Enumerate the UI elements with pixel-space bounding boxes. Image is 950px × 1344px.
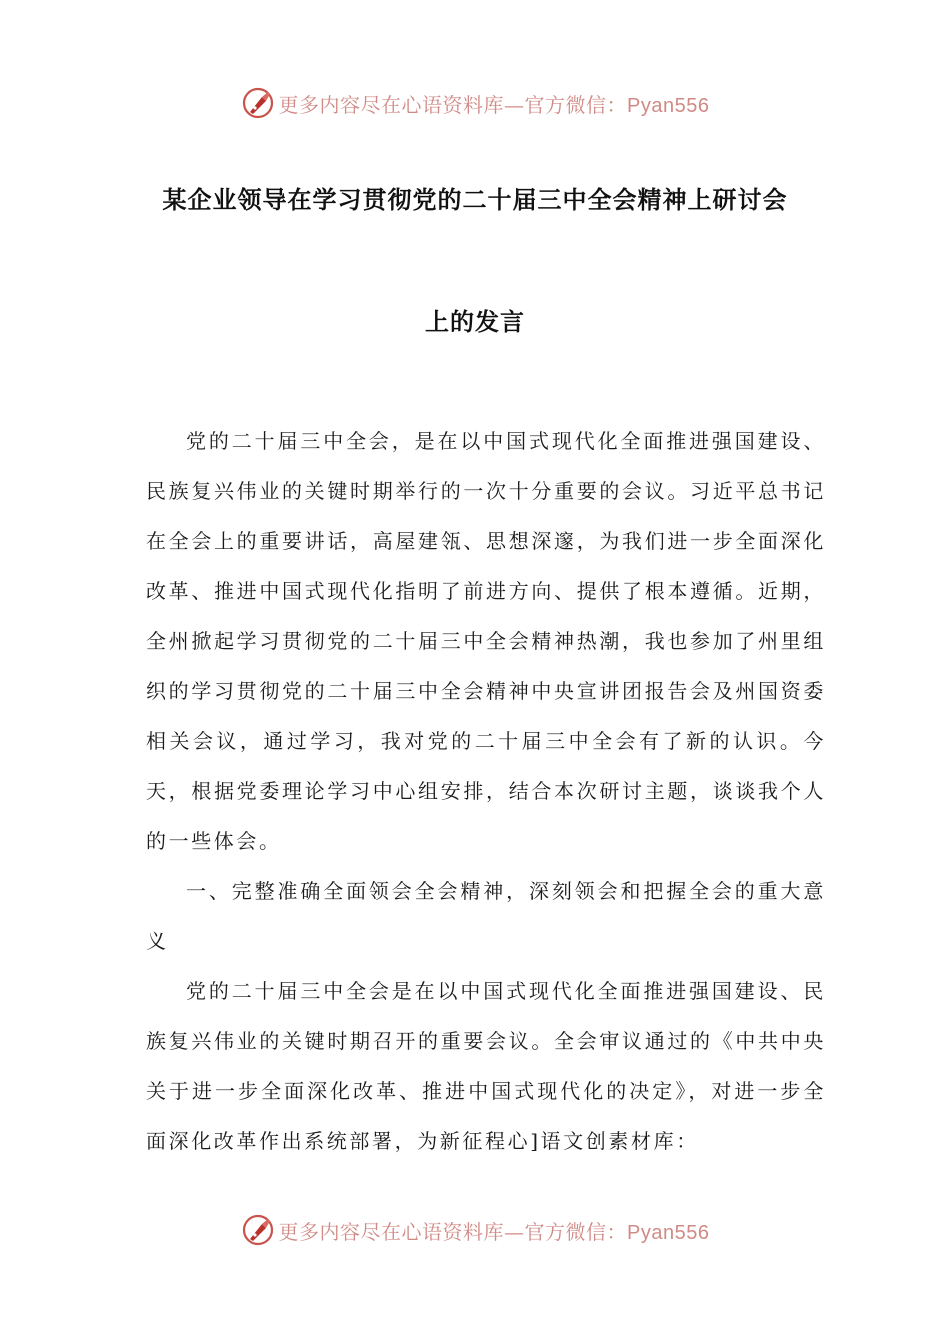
watermark-text: 更多内容尽在心语资料库—官方微信：Pyan556: [278, 92, 710, 117]
watermark-text: 更多内容尽在心语资料库—官方微信：Pyan556: [278, 1219, 710, 1244]
section-heading-1: 一、完整准确全面领会全会精神，深刻领会和把握全会的重大意义: [146, 879, 826, 953]
pen-nib-logo-icon: [241, 86, 275, 120]
header-watermark-banner: [0, 83, 950, 123]
footer-watermark-banner: [0, 1210, 950, 1250]
document-title-line-1: 某企业领导在学习贯彻党的二十届三中全会精神上研讨会: [162, 186, 788, 214]
paragraph-section-1: 党的二十届三中全会是在以中国式现代化全面推进强国建设、民族复兴伟业的关键时期召开的重要会议。全会审议通过的《中共中央关于进一步全面深化改革、推进中国式现代化的决定》，对进一步全面深化改革作出系统部署，为新征程心]语文创素材库：: [146, 979, 826, 1153]
wechat-handle: Pyan556: [627, 1221, 710, 1244]
pen-nib-logo-icon: [241, 1213, 275, 1247]
document-body: [146, 416, 826, 1166]
wechat-handle: Pyan556: [627, 94, 710, 117]
paragraph-intro: 党的二十届三中全会，是在以中国式现代化全面推进强国建设、民族复兴伟业的关键时期举行的一次十分重要的会议。习近平总书记在全会上的重要讲话，高屋建瓴、思想深邃，为我们进一步全面深化改革、推进中国式现代化指明了前进方向、提供了根本遵循。近期，全州掀起学习贯彻党的二十届三中全会精神热潮，我也参加了州里组织的学习贯彻党的二十届三中全会精神中央宣讲团报告会及州国资委相关会议，通过学习，我对党的二十届三中全会有了新的认识。今天，根据党委理论学习中心组安排，结合本次研讨主题，谈谈我个人的一些体会。: [146, 429, 826, 853]
document-title-line-2: 上的发言: [425, 308, 525, 336]
